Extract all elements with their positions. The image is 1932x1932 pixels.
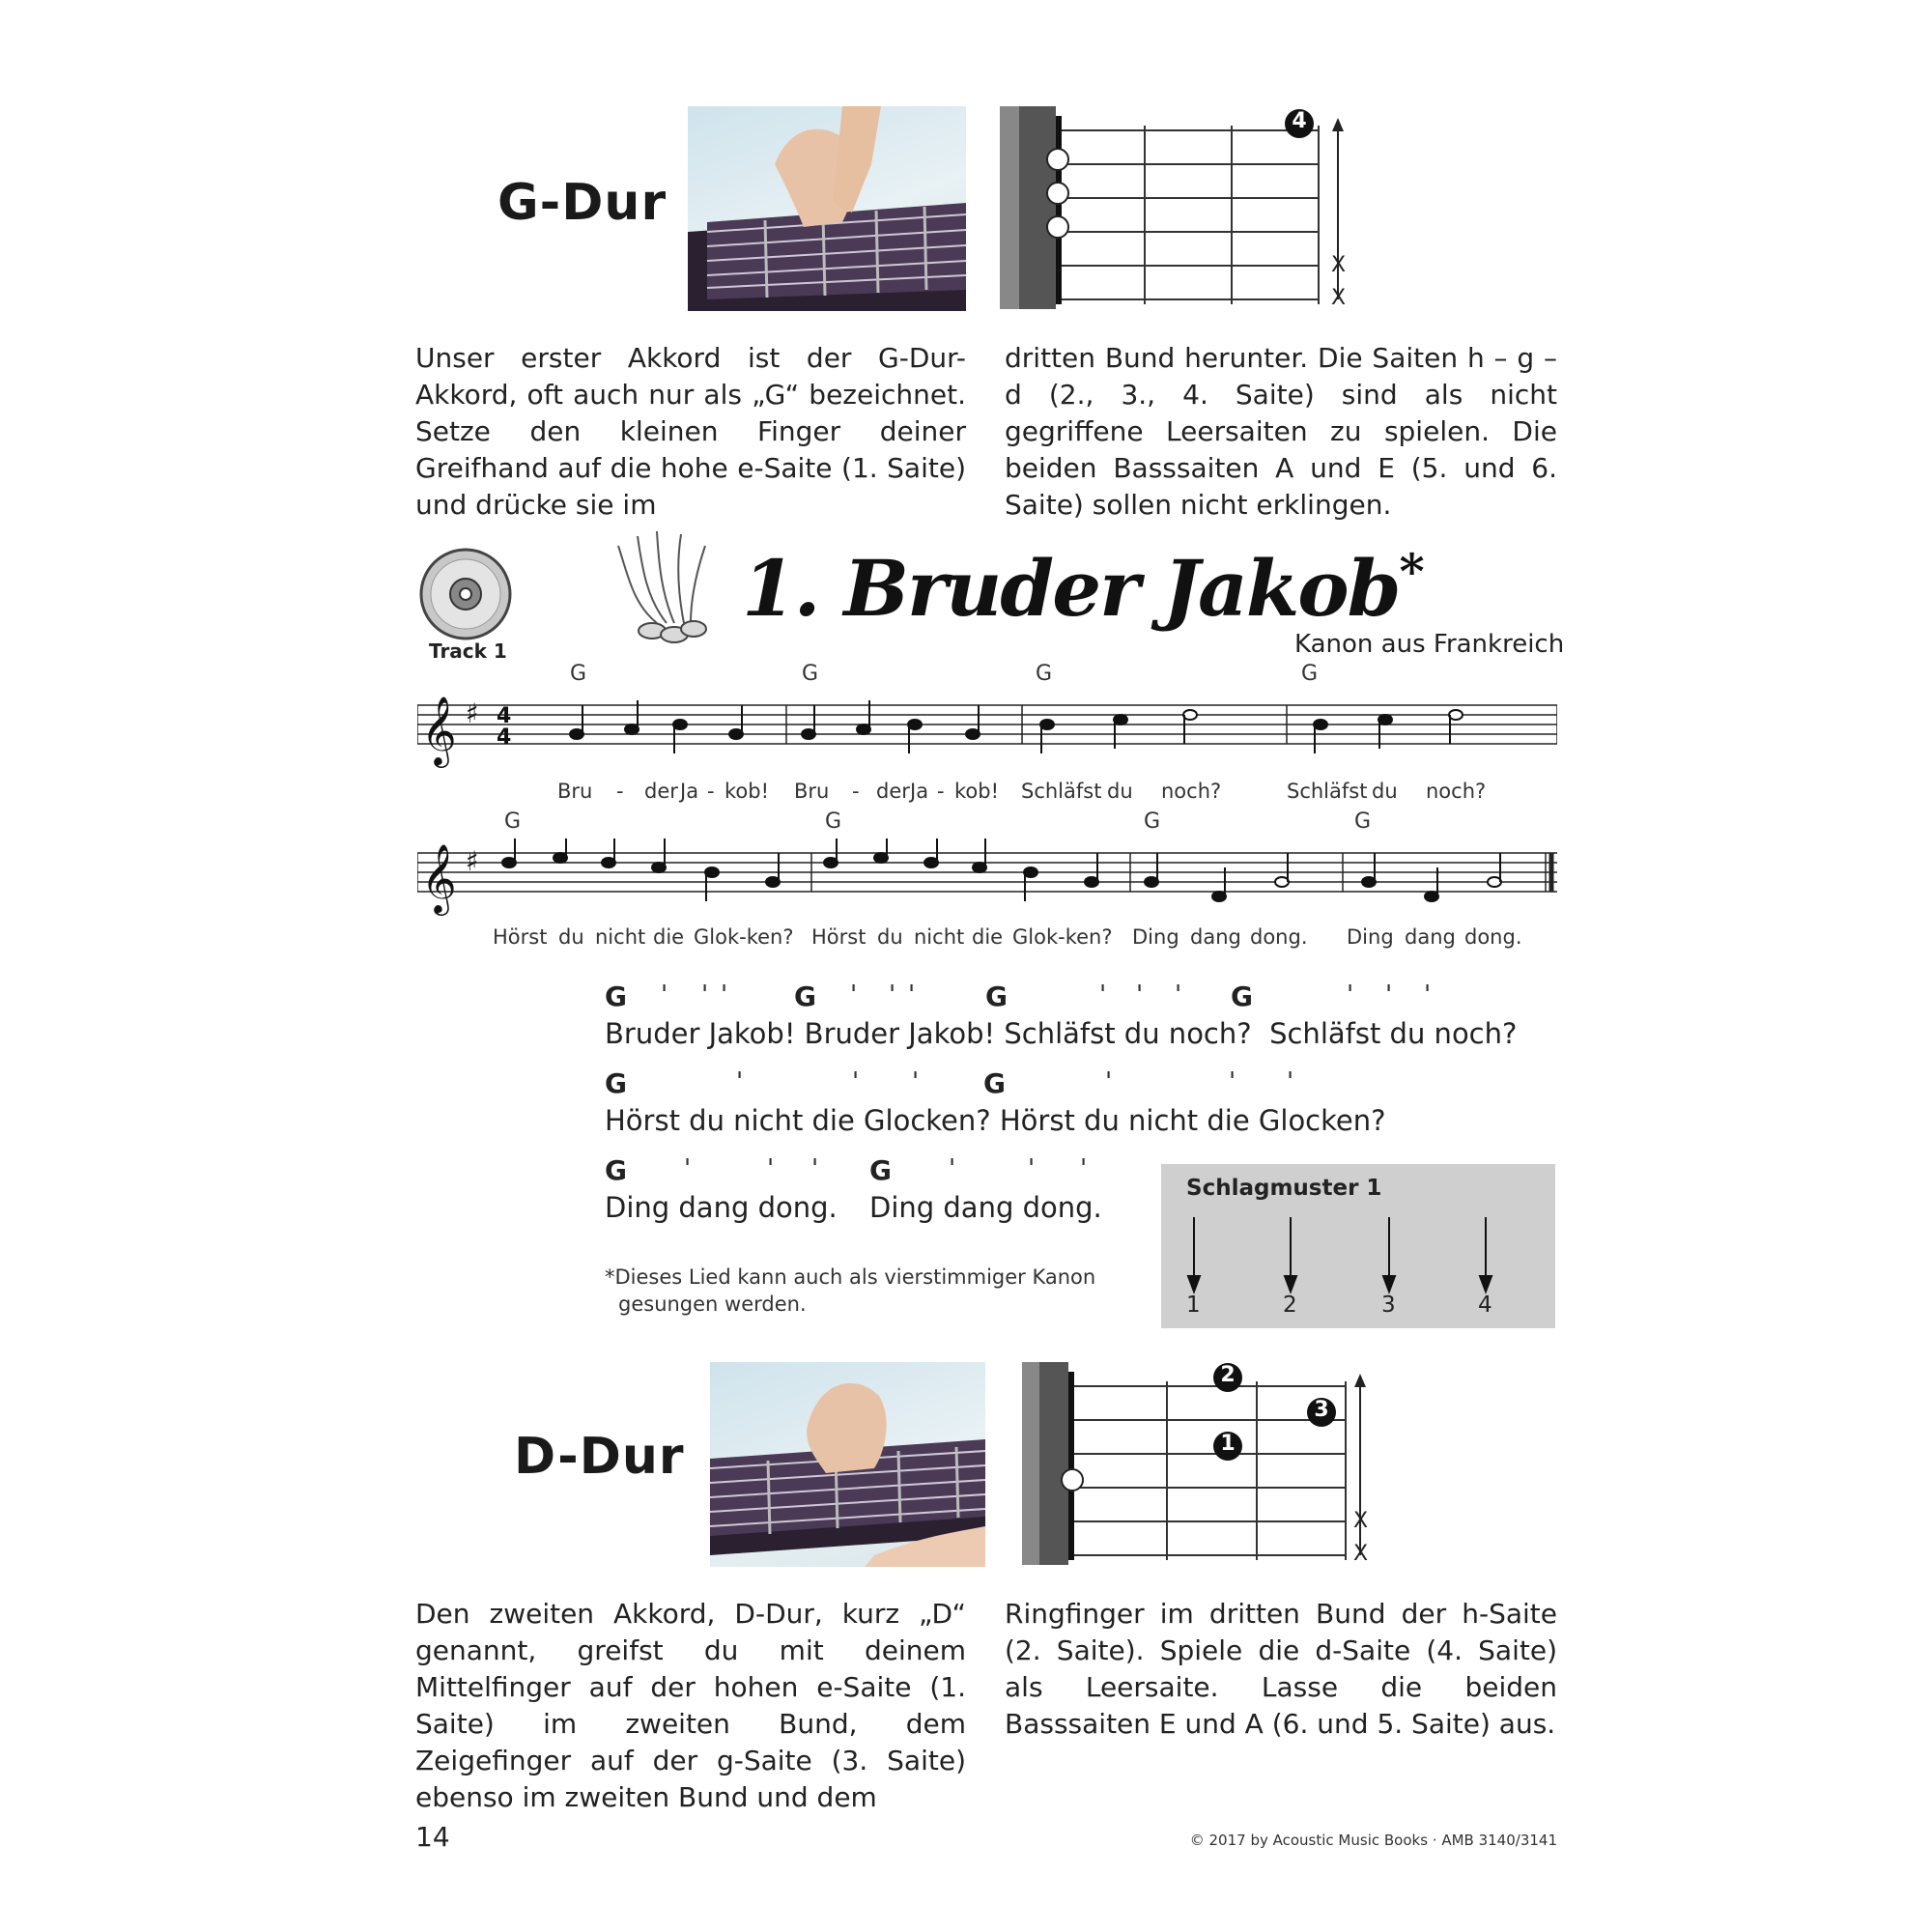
staff1-lyric-3: der xyxy=(644,780,678,803)
staff2-lyric-6: Hörst xyxy=(811,925,867,949)
page-number: 14 xyxy=(415,1821,450,1853)
strum-pattern-title: Schlagmuster 1 xyxy=(1186,1176,1382,1201)
svg-text:4: 4 xyxy=(497,704,512,728)
staff1-lyric-15: noch? xyxy=(1161,780,1222,803)
stroke-mark: ' xyxy=(721,980,728,1009)
stroke-mark: ' xyxy=(852,1067,860,1096)
staff1-chord-2: G xyxy=(802,662,819,686)
svg-text:𝄞: 𝄞 xyxy=(421,695,457,765)
svg-text:♯: ♯ xyxy=(466,845,479,877)
song-title-footnote-mark: * xyxy=(1399,543,1423,600)
song-subtitle: Kanon aus Frankreich xyxy=(1294,630,1565,659)
stroke-mark: ' xyxy=(1287,1067,1294,1096)
staff2-lyric-14: Ding xyxy=(1347,925,1394,949)
d-muted-string-6: X xyxy=(1353,1542,1369,1566)
lyrics-line2-chord-1: G xyxy=(605,1067,627,1099)
stroke-mark: ' xyxy=(1080,1154,1088,1183)
stroke-mark: ' xyxy=(889,980,896,1009)
staff2-lyric-8: nicht xyxy=(914,925,965,949)
staff1-chord-3: G xyxy=(1036,662,1053,686)
staff2-lyric-3: nicht xyxy=(595,925,646,949)
strum-beat-1: 1 xyxy=(1186,1293,1201,1318)
strum-pattern-box xyxy=(1161,1164,1555,1328)
g-chord-diagram xyxy=(1000,97,1348,319)
d-muted-string-5: X xyxy=(1353,1509,1369,1533)
footnote-line-1: *Dieses Lied kann auch als vierstimmiger Kanon xyxy=(605,1265,1096,1289)
staff1-lyric-18: noch? xyxy=(1426,780,1487,803)
strum-beat-4: 4 xyxy=(1478,1293,1492,1318)
stroke-mark: ' xyxy=(1105,1067,1113,1096)
staff-1 xyxy=(417,662,1557,803)
song-title-text: 1. Bruder Jakob xyxy=(742,543,1400,634)
d-finger-ring: 3 xyxy=(1314,1398,1329,1422)
staff1-lyric-14: du xyxy=(1107,780,1133,803)
staff1-lyric-8: - xyxy=(852,780,860,803)
d-chord-diagram xyxy=(1022,1352,1370,1575)
g-dur-title: G-Dur xyxy=(497,174,668,232)
bell-illustration xyxy=(599,526,724,652)
staff2-lyric-12: dang xyxy=(1190,925,1241,949)
track-label: Track 1 xyxy=(429,639,507,663)
g-dur-text-right: dritten Bund herunter. Die Saiten h – g – d (2., 3., 4. Saite) sind als nicht gegriffene Leersaiten zu spielen. Die beiden Basssaiten A und E (5. und 6. Saite) sollen nicht erklingen. xyxy=(1005,342,1557,521)
song-title xyxy=(742,543,1423,634)
footnote-line-2: gesungen werden. xyxy=(618,1293,807,1316)
staff1-lyric-16: Schläfst xyxy=(1287,780,1368,803)
staff1-lyric-11: - xyxy=(937,780,945,803)
staff1-lyric-2: - xyxy=(616,780,624,803)
d-dur-title: D-Dur xyxy=(514,1428,685,1486)
d-finger-middle: 2 xyxy=(1220,1363,1236,1387)
staff1-lyric-6: kob! xyxy=(724,780,770,803)
lyrics-line1-chord-4: G xyxy=(1231,980,1253,1012)
d-dur-text-left: Den zweiten Akkord, D-Dur, kurz „D“ genannt, greifst du mit deinem Mittelfinger auf der hohen e-Saite (1. Saite) im zweiten Bund, dem Zeigefinger auf der g-Saite (3. Saite) ebenso im zweiten Bund und dem xyxy=(415,1598,966,1813)
staff1-lyric-12: kob! xyxy=(954,780,1000,803)
staff1-lyric-13: Schläfst xyxy=(1021,780,1102,803)
staff1-lyric-5: - xyxy=(707,780,715,803)
staff2-lyric-11: Ding xyxy=(1132,925,1179,949)
stroke-mark: ' xyxy=(1028,1154,1036,1183)
staff1-lyric-10: Ja xyxy=(910,780,929,803)
staff2-lyric-9: die xyxy=(972,925,1004,949)
cd-icon xyxy=(417,546,514,642)
staff2-lyric-15: dang xyxy=(1405,925,1456,949)
staff2-lyric-1: Hörst xyxy=(493,925,548,949)
staff1-lyric-9: der xyxy=(876,780,910,803)
staff1-lyric-7: Bru xyxy=(794,780,830,803)
lyrics-line-3a: Ding dang dong. xyxy=(605,1191,838,1224)
stroke-mark: ' xyxy=(1347,980,1354,1009)
staff2-lyric-7: du xyxy=(877,925,903,949)
staff1-chord-1: G xyxy=(570,662,587,686)
lyrics-line2-chord-2: G xyxy=(983,1067,1006,1099)
lyrics-line1-chord-1: G xyxy=(605,980,627,1012)
staff1-lyric-17: du xyxy=(1372,780,1398,803)
staff2-lyric-13: dong. xyxy=(1250,925,1308,949)
copyright: © 2017 by Acoustic Music Books · AMB 3140/3141 xyxy=(1189,1832,1557,1849)
staff2-chord-4: G xyxy=(1354,810,1372,834)
stroke-mark: ' xyxy=(661,980,668,1009)
stroke-mark: ' xyxy=(1175,980,1182,1009)
staff2-lyric-5: Glok-ken? xyxy=(694,925,794,949)
g-muted-string-5: X xyxy=(1331,253,1347,277)
svg-text:4: 4 xyxy=(497,725,512,750)
staff2-chord-1: G xyxy=(504,810,522,834)
svg-text:♯: ♯ xyxy=(466,697,479,729)
stroke-mark: ' xyxy=(811,1154,819,1183)
strum-beat-3: 3 xyxy=(1381,1293,1396,1318)
lyrics-line-2: Hörst du nicht die Glocken? Hörst du nicht die Glocken? xyxy=(605,1104,1386,1137)
g-chord-photo xyxy=(688,106,966,311)
lyrics-line1-chord-2: G xyxy=(794,980,816,1012)
strum-beat-2: 2 xyxy=(1283,1293,1297,1318)
staff2-chord-3: G xyxy=(1144,810,1161,834)
d-finger-index: 1 xyxy=(1220,1432,1236,1456)
lyrics-line3-chord-1: G xyxy=(605,1154,627,1186)
lyrics-line3-chord-2: G xyxy=(869,1154,892,1186)
stroke-mark: ' xyxy=(1385,980,1393,1009)
d-dur-text-right: Ringfinger im dritten Bund der h-Saite (2. Saite). Spiele die d-Saite (4. Saite) als Leersaite. Lasse die beiden Basssaiten E und A (6. und 5. Saite) aus. xyxy=(1005,1598,1557,1740)
staff1-lyric-1: Bru xyxy=(557,780,593,803)
stroke-mark: ' xyxy=(736,1067,744,1096)
stroke-mark: ' xyxy=(908,980,916,1009)
staff2-lyric-10: Glok-ken? xyxy=(1012,925,1113,949)
stroke-mark: ' xyxy=(701,980,709,1009)
lyrics-line-3b: Ding dang dong. xyxy=(869,1191,1102,1224)
g-finger-number: 4 xyxy=(1292,109,1307,133)
g-dur-text-left: Unser erster Akkord ist der G-Dur-Akkord, oft auch nur als „G“ bezeichnet. Setze den kleinen Finger deiner Greifhand auf die hohe e-Saite (1. Saite) und drücke sie im xyxy=(415,342,966,521)
stroke-mark: ' xyxy=(1424,980,1432,1009)
d-chord-photo xyxy=(710,1362,985,1567)
staff2-lyric-2: du xyxy=(558,925,584,949)
lyrics-line-1: Bruder Jakob! Bruder Jakob! Schläfst du noch? Schläfst du noch? xyxy=(605,1017,1518,1050)
staff1-chord-4: G xyxy=(1301,662,1319,686)
stroke-mark: ' xyxy=(1229,1067,1236,1096)
lyrics-line1-chord-3: G xyxy=(985,980,1008,1012)
stroke-mark: ' xyxy=(1136,980,1144,1009)
svg-text:𝄞: 𝄞 xyxy=(421,842,457,913)
stroke-mark: ' xyxy=(684,1154,692,1183)
stroke-mark: ' xyxy=(767,1154,775,1183)
staff1-lyric-4: Ja xyxy=(680,780,699,803)
g-muted-string-6: X xyxy=(1331,286,1347,310)
stroke-mark: ' xyxy=(949,1154,956,1183)
staff-2 xyxy=(417,810,1557,954)
stroke-mark: ' xyxy=(912,1067,920,1096)
stroke-mark: ' xyxy=(850,980,858,1009)
staff2-chord-2: G xyxy=(825,810,842,834)
staff2-lyric-4: die xyxy=(653,925,685,949)
stroke-mark: ' xyxy=(1099,980,1107,1009)
staff2-lyric-16: dong. xyxy=(1464,925,1522,949)
